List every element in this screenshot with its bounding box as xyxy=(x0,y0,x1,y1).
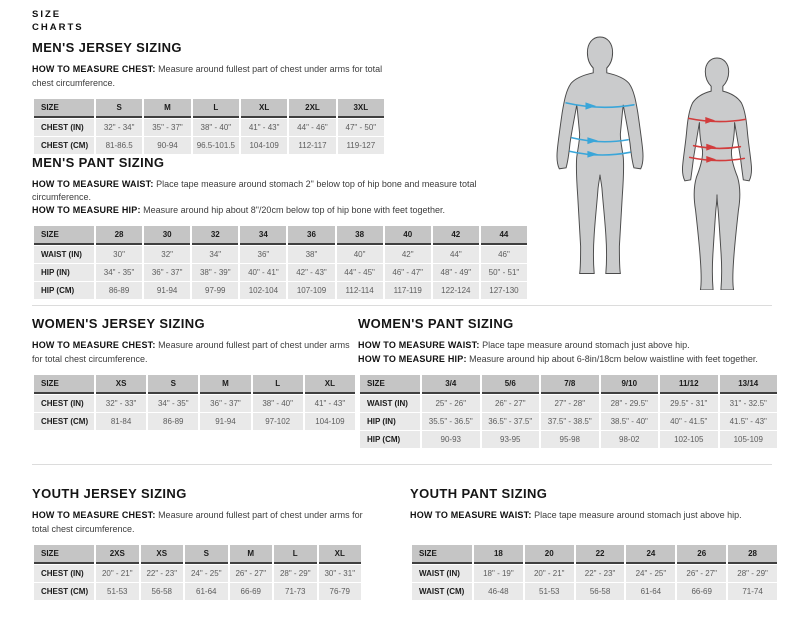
value-cell: 38.5" - 40" xyxy=(601,413,659,430)
youth-pant-size-table xyxy=(410,544,779,601)
section-title: YOUTH JERSEY SIZING xyxy=(32,486,187,501)
value-cell: 91-94 xyxy=(200,413,250,430)
female-figure-graphic xyxy=(663,56,771,290)
row-label-cell: CHEST (CM) xyxy=(34,137,94,154)
size-header-cell: 28 xyxy=(728,545,777,564)
value-cell: 104-109 xyxy=(305,413,355,430)
womens-jersey-size-table xyxy=(32,374,357,431)
value-cell: 20" - 21" xyxy=(525,565,574,582)
size-header-cell: XL xyxy=(241,99,287,118)
value-cell: 34" - 35" xyxy=(148,395,198,412)
value-cell: 32" xyxy=(144,246,190,263)
value-cell: 112-117 xyxy=(289,137,335,154)
size-column-header: SIZE xyxy=(360,375,420,394)
size-header-cell: 3XL xyxy=(338,99,384,118)
value-cell: 24" - 25" xyxy=(185,565,228,582)
value-cell: 28" - 29.5" xyxy=(601,395,659,412)
value-cell: 36.5" - 37.5" xyxy=(482,413,540,430)
section-womens-pant-sizing xyxy=(358,316,779,449)
measure-instruction xyxy=(358,339,779,353)
value-cell: 95-98 xyxy=(541,431,599,448)
value-cell: 26" - 27" xyxy=(677,565,726,582)
value-cell: 122-124 xyxy=(433,282,479,299)
instruction-label: HOW TO MEASURE HIP: xyxy=(32,205,141,216)
size-header-cell: 24 xyxy=(626,545,675,564)
size-header-cell: 13/14 xyxy=(720,375,778,394)
value-cell: 31" - 32.5" xyxy=(720,395,778,412)
section-mens-pant-sizing xyxy=(32,155,529,300)
value-cell: 20" - 21" xyxy=(96,565,139,582)
logo-line-2: CHARTS xyxy=(32,22,84,34)
womens-pant-size-table xyxy=(358,374,779,449)
section-title: MEN'S JERSEY SIZING xyxy=(32,40,182,55)
section-youth-jersey-sizing xyxy=(32,486,363,601)
section-title: WOMEN'S JERSEY SIZING xyxy=(32,316,206,331)
value-cell: 117-119 xyxy=(385,282,431,299)
section-divider xyxy=(32,464,772,465)
size-header-cell: 34 xyxy=(240,226,286,245)
value-cell: 97-102 xyxy=(253,413,303,430)
table-header-row xyxy=(34,99,384,118)
size-column-header: SIZE xyxy=(34,226,94,245)
measure-instruction xyxy=(32,204,529,217)
row-label-cell: WAIST (CM) xyxy=(412,583,472,600)
value-cell: 112-114 xyxy=(337,282,383,299)
size-header-cell: 9/10 xyxy=(601,375,659,394)
value-cell: 34" - 35" xyxy=(96,264,142,281)
table-header-row xyxy=(34,545,361,564)
value-cell: 66-69 xyxy=(230,583,273,600)
value-cell: 44" - 46" xyxy=(289,119,335,136)
size-header-cell: XS xyxy=(96,375,146,394)
value-cell: 42" xyxy=(385,246,431,263)
instruction-label: HOW TO MEASURE CHEST: xyxy=(32,64,156,74)
value-cell: 98-02 xyxy=(601,431,659,448)
size-header-cell: M xyxy=(144,99,190,118)
instruction-label: HOW TO MEASURE WAIST: xyxy=(410,510,532,520)
youth-jersey-size-table xyxy=(32,544,363,601)
value-cell: 44" xyxy=(433,246,479,263)
instruction-label: HOW TO MEASURE CHEST: xyxy=(32,510,156,520)
value-cell: 26" - 27" xyxy=(482,395,540,412)
female-body-shape xyxy=(682,58,751,290)
female-body-silhouette xyxy=(663,56,771,295)
row-label-cell: CHEST (IN) xyxy=(34,395,94,412)
table-header-row xyxy=(360,375,777,394)
size-header-cell: 20 xyxy=(525,545,574,564)
value-cell: 29.5" - 31" xyxy=(660,395,718,412)
table-row xyxy=(34,137,384,154)
male-body-silhouette xyxy=(537,35,663,294)
value-cell: 38" - 40" xyxy=(253,395,303,412)
table-header-row xyxy=(412,545,777,564)
value-cell: 38" xyxy=(288,246,334,263)
value-cell: 27" - 28" xyxy=(541,395,599,412)
value-cell: 104-109 xyxy=(241,137,287,154)
size-header-cell: L xyxy=(274,545,317,564)
section-divider xyxy=(32,305,772,306)
value-cell: 40" xyxy=(337,246,383,263)
table-row xyxy=(34,119,384,136)
instruction-label: HOW TO MEASURE CHEST: xyxy=(32,340,156,350)
value-cell: 25" - 26" xyxy=(422,395,480,412)
value-cell: 48" - 49" xyxy=(433,264,479,281)
table-row xyxy=(34,246,527,263)
value-cell: 96.5-101.5 xyxy=(193,137,239,154)
size-header-cell: XL xyxy=(319,545,362,564)
value-cell: 76-79 xyxy=(319,583,362,600)
value-cell: 66-69 xyxy=(677,583,726,600)
size-column-header: SIZE xyxy=(34,99,94,118)
size-header-cell: 18 xyxy=(474,545,523,564)
male-figure-graphic xyxy=(537,35,663,289)
measure-instruction xyxy=(32,178,529,204)
instruction-label: HOW TO MEASURE WAIST: xyxy=(358,340,480,350)
size-header-cell: XS xyxy=(141,545,184,564)
value-cell: 22" - 23" xyxy=(576,565,625,582)
size-header-cell: L xyxy=(193,99,239,118)
size-header-cell: S xyxy=(185,545,228,564)
size-header-cell: 36 xyxy=(288,226,334,245)
value-cell: 35" - 37" xyxy=(144,119,190,136)
table-row xyxy=(34,395,355,412)
table-row xyxy=(360,395,777,412)
value-cell: 93-95 xyxy=(482,431,540,448)
value-cell: 86-89 xyxy=(96,282,142,299)
row-label-cell: CHEST (IN) xyxy=(34,119,94,136)
value-cell: 105-109 xyxy=(720,431,778,448)
instruction-text: Measure around fullest part of chest under arms for total chest circumference. xyxy=(32,510,363,534)
value-cell: 36" - 37" xyxy=(200,395,250,412)
size-header-cell: 40 xyxy=(385,226,431,245)
value-cell: 34" xyxy=(192,246,238,263)
size-header-cell: 2XS xyxy=(96,545,139,564)
value-cell: 35.5" - 36.5" xyxy=(422,413,480,430)
value-cell: 24" - 25" xyxy=(626,565,675,582)
value-cell: 41" - 43" xyxy=(305,395,355,412)
instruction-text: Measure around hip about 6-8in/18cm below waistline with feet together. xyxy=(469,353,758,364)
table-row xyxy=(34,264,527,281)
section-title: MEN'S PANT SIZING xyxy=(32,155,165,170)
row-label-cell: WAIST (IN) xyxy=(360,395,420,412)
row-label-cell: HIP (CM) xyxy=(34,282,94,299)
instruction-label: HOW TO MEASURE HIP: xyxy=(358,353,467,364)
row-label-cell: WAIST (IN) xyxy=(34,246,94,263)
measure-instruction xyxy=(358,353,779,367)
table-row xyxy=(360,413,777,430)
section-title: YOUTH PANT SIZING xyxy=(410,486,548,501)
value-cell: 36" - 37" xyxy=(144,264,190,281)
value-cell: 102-104 xyxy=(240,282,286,299)
value-cell: 71-74 xyxy=(728,583,777,600)
value-cell: 40" - 41.5" xyxy=(660,413,718,430)
measure-instruction xyxy=(410,509,779,523)
instruction-text: Place tape measure around stomach just above hip. xyxy=(534,510,742,520)
size-header-cell: 28 xyxy=(96,226,142,245)
size-column-header: SIZE xyxy=(34,375,94,394)
value-cell: 38" - 39" xyxy=(192,264,238,281)
value-cell: 51-53 xyxy=(525,583,574,600)
value-cell: 119-127 xyxy=(338,137,384,154)
size-header-cell: 32 xyxy=(192,226,238,245)
size-header-cell: M xyxy=(230,545,273,564)
value-cell: 32" - 33" xyxy=(96,395,146,412)
table-row xyxy=(34,282,527,299)
row-label-cell: CHEST (IN) xyxy=(34,565,94,582)
measure-instruction xyxy=(32,509,363,536)
value-cell: 90-93 xyxy=(422,431,480,448)
value-cell: 97-99 xyxy=(192,282,238,299)
value-cell: 90-94 xyxy=(144,137,190,154)
size-header-cell: XL xyxy=(305,375,355,394)
value-cell: 81-86.5 xyxy=(96,137,142,154)
row-label-cell: CHEST (CM) xyxy=(34,583,94,600)
row-label-cell: WAIST (IN) xyxy=(412,565,472,582)
value-cell: 46" xyxy=(481,246,527,263)
size-header-cell: 7/8 xyxy=(541,375,599,394)
value-cell: 36" xyxy=(240,246,286,263)
value-cell: 91-94 xyxy=(144,282,190,299)
instruction-text: Measure around fullest part of chest under arms for total chest circumference. xyxy=(32,64,383,88)
value-cell: 42" - 43" xyxy=(288,264,334,281)
value-cell: 61-64 xyxy=(185,583,228,600)
size-column-header: SIZE xyxy=(34,545,94,564)
value-cell: 81-84 xyxy=(96,413,146,430)
instruction-text: Measure around fullest part of chest under arms for total chest circumference. xyxy=(32,340,350,364)
value-cell: 41.5" - 43" xyxy=(720,413,778,430)
section-title: WOMEN'S PANT SIZING xyxy=(358,316,514,331)
logo-line-1: SIZE xyxy=(32,9,62,20)
value-cell: 30" xyxy=(96,246,142,263)
value-cell: 46-48 xyxy=(474,583,523,600)
value-cell: 107-109 xyxy=(288,282,334,299)
value-cell: 71-73 xyxy=(274,583,317,600)
measure-instruction xyxy=(32,339,357,366)
value-cell: 56-58 xyxy=(141,583,184,600)
value-cell: 50" - 51" xyxy=(481,264,527,281)
size-header-cell: S xyxy=(148,375,198,394)
value-cell: 61-64 xyxy=(626,583,675,600)
section-youth-pant-sizing xyxy=(410,486,779,601)
value-cell: 18" - 19" xyxy=(474,565,523,582)
value-cell: 32" - 34" xyxy=(96,119,142,136)
instruction-label: HOW TO MEASURE WAIST: xyxy=(32,179,154,189)
size-header-cell: 3/4 xyxy=(422,375,480,394)
table-header-row xyxy=(34,226,527,245)
table-row xyxy=(412,583,777,600)
value-cell: 47" - 50" xyxy=(338,119,384,136)
size-header-cell: 2XL xyxy=(289,99,335,118)
size-header-cell: 26 xyxy=(677,545,726,564)
table-row xyxy=(412,565,777,582)
value-cell: 28" - 29" xyxy=(728,565,777,582)
instruction-text: Place tape measure around stomach 2" below top of hip bone and measure total circumference. xyxy=(32,179,477,203)
value-cell: 44" - 45" xyxy=(337,264,383,281)
row-label-cell: HIP (CM) xyxy=(360,431,420,448)
size-header-cell: 11/12 xyxy=(660,375,718,394)
size-header-cell: 30 xyxy=(144,226,190,245)
section-mens-jersey-sizing xyxy=(32,40,386,155)
value-cell: 46" - 47" xyxy=(385,264,431,281)
size-header-cell: M xyxy=(200,375,250,394)
size-header-cell: 5/6 xyxy=(482,375,540,394)
section-womens-jersey-sizing xyxy=(32,316,357,431)
row-label-cell: HIP (IN) xyxy=(34,264,94,281)
value-cell: 30" - 31" xyxy=(319,565,362,582)
size-header-cell: L xyxy=(253,375,303,394)
table-row xyxy=(360,431,777,448)
site-logo xyxy=(32,8,84,35)
size-header-cell: S xyxy=(96,99,142,118)
value-cell: 40" - 41" xyxy=(240,264,286,281)
size-header-cell: 22 xyxy=(576,545,625,564)
value-cell: 102-105 xyxy=(660,431,718,448)
table-row xyxy=(34,583,361,600)
size-header-cell: 44 xyxy=(481,226,527,245)
value-cell: 41" - 43" xyxy=(241,119,287,136)
value-cell: 38" - 40" xyxy=(193,119,239,136)
value-cell: 51-53 xyxy=(96,583,139,600)
value-cell: 26" - 27" xyxy=(230,565,273,582)
value-cell: 37.5" - 38.5" xyxy=(541,413,599,430)
value-cell: 28" - 29" xyxy=(274,565,317,582)
value-cell: 86-89 xyxy=(148,413,198,430)
measure-instruction xyxy=(32,63,386,90)
size-column-header: SIZE xyxy=(412,545,472,564)
row-label-cell: CHEST (CM) xyxy=(34,413,94,430)
row-label-cell: HIP (IN) xyxy=(360,413,420,430)
size-header-cell: 38 xyxy=(337,226,383,245)
value-cell: 22" - 23" xyxy=(141,565,184,582)
instruction-text: Measure around hip about 8"/20cm below top of hip bone with feet together. xyxy=(143,205,446,216)
instruction-text: Place tape measure around stomach just above hip. xyxy=(482,340,690,350)
size-header-cell: 42 xyxy=(433,226,479,245)
mens-jersey-size-table xyxy=(32,98,386,155)
value-cell: 56-58 xyxy=(576,583,625,600)
table-row xyxy=(34,413,355,430)
mens-pant-size-table xyxy=(32,225,529,300)
table-row xyxy=(34,565,361,582)
table-header-row xyxy=(34,375,355,394)
value-cell: 127-130 xyxy=(481,282,527,299)
